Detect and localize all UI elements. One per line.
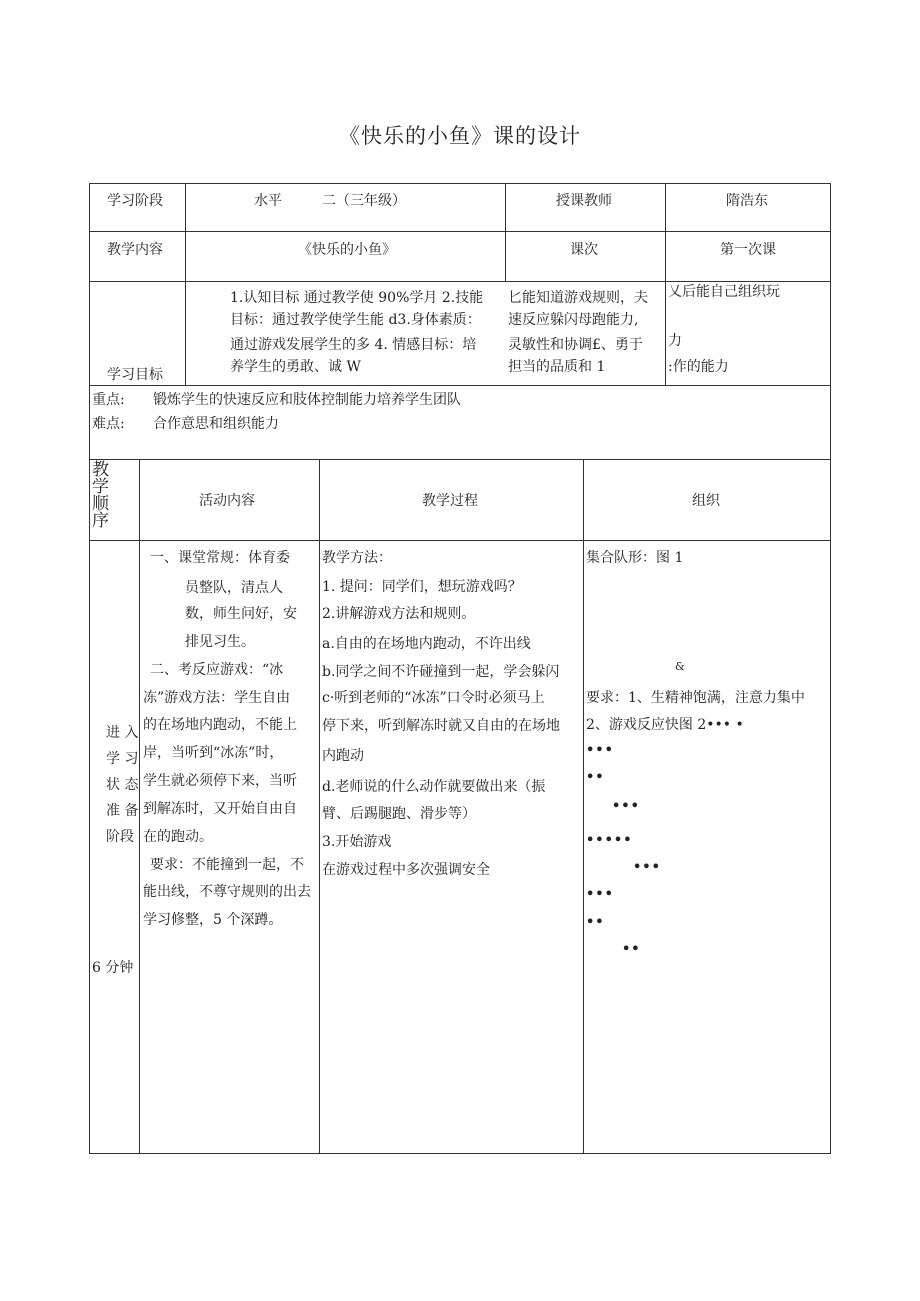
duration: 6 分钟 bbox=[92, 960, 134, 976]
process-line: 3.开始游戏 bbox=[322, 834, 392, 850]
table-border-bottom bbox=[89, 1153, 831, 1154]
content-value: 《快乐的小鱼》 bbox=[298, 242, 396, 258]
formation-dots: •• bbox=[622, 942, 641, 957]
activity-line: 数，师生问好，安 bbox=[185, 606, 297, 622]
formation-dots: ••• bbox=[586, 887, 614, 902]
process-line: 在游戏过程中多次强调安全 bbox=[322, 862, 490, 878]
stage-line-5: 阶段 bbox=[106, 829, 134, 845]
goals-line-2: 目标：通过教学使学生能 d3.身体素质： bbox=[230, 312, 481, 328]
table-border-right bbox=[830, 183, 831, 1154]
formation-dots: •• bbox=[586, 770, 605, 785]
col-divider bbox=[139, 459, 140, 1154]
teacher-label: 授课教师 bbox=[556, 193, 612, 209]
row-divider bbox=[89, 459, 831, 460]
difficulty-text: 合作意思和组织能力 bbox=[153, 416, 279, 432]
goals-line-4: 养学生的勇敢、诚 W bbox=[230, 359, 361, 375]
stage-value-b: 二（三年级） bbox=[322, 193, 406, 209]
process-line: 1. 提问：同学们，想玩游戏吗？ bbox=[322, 579, 522, 595]
process-line: 停下来，听到解冻时就又自由的在场地 bbox=[322, 718, 560, 734]
goals-label: 学习目标 bbox=[107, 367, 163, 383]
goals-line-3: 通过游戏发展学生的多 4. 情感目标：培 bbox=[230, 337, 477, 353]
teacher-value: 隋浩东 bbox=[726, 193, 768, 209]
formation-dots: ••••• bbox=[586, 833, 633, 848]
col-divider bbox=[185, 183, 186, 386]
stage-line-1: 进 入 bbox=[106, 725, 139, 741]
stage-value-a: 水平 bbox=[254, 193, 282, 209]
page-title: 《快乐的小鱼》课的设计 bbox=[339, 124, 581, 148]
process-line: b.同学之间不许碰撞到一起，学会躲闪 bbox=[322, 664, 560, 680]
session-value: 第一次课 bbox=[720, 242, 776, 258]
activity-line: 能出线，不尊守规则的出去 bbox=[143, 884, 311, 900]
amp-mark: & bbox=[675, 660, 685, 673]
organization-header: 组织 bbox=[692, 493, 720, 509]
activity-line: 学习修整，5 个深蹲。 bbox=[143, 912, 283, 928]
goals-col3-line-3: :作的能力 bbox=[668, 359, 729, 375]
row-divider bbox=[89, 385, 831, 386]
activity-line: 岸，当听到“冰冻”时， bbox=[143, 745, 284, 761]
goals-col2-line-3: 灵敏性和协调£、勇于 bbox=[508, 337, 643, 353]
col-divider bbox=[319, 459, 320, 1154]
process-line: 内跑动 bbox=[322, 748, 364, 764]
key-point-label: 重点: bbox=[92, 392, 125, 408]
formation-dots: ••• bbox=[586, 743, 614, 758]
stage-line-2: 学 习 bbox=[106, 751, 139, 767]
session-label: 课次 bbox=[570, 242, 598, 258]
goals-col3-line-2: 力 bbox=[668, 333, 682, 349]
formation-label: 集合队形：图 1 bbox=[586, 550, 684, 566]
activity-line: 的在场地内跑动，不能上 bbox=[143, 717, 297, 733]
table-border-left bbox=[89, 183, 90, 1154]
formation-dots: ••• bbox=[633, 860, 661, 875]
col-divider bbox=[665, 183, 666, 386]
activity-line: 到解冻时，又开始自由自 bbox=[143, 801, 297, 817]
stage-line-3: 状 态 bbox=[106, 777, 139, 793]
row-divider bbox=[89, 540, 831, 541]
table-border-top bbox=[89, 183, 831, 184]
activity-line: 排见习生。 bbox=[185, 634, 255, 650]
process-line: 2.讲解游戏方法和规则。 bbox=[322, 606, 476, 622]
col-divider bbox=[505, 183, 506, 282]
activity-line: 要求：不能撞到一起，不 bbox=[150, 857, 304, 873]
activity-line: 在的跑动。 bbox=[143, 829, 213, 845]
goals-col2-line-2: 速反应躲闪母跑能力, bbox=[508, 312, 639, 328]
formation-dots: ••• bbox=[612, 799, 640, 814]
process-line: 臂、后踢腿跑、滑步等） bbox=[322, 806, 476, 822]
sequence-header: 教学顺序 bbox=[92, 460, 109, 531]
process-line: d.老师说的什么动作就要做出来（振 bbox=[322, 779, 546, 795]
goals-line-1: 1.认知目标 通过教学使 90%学月 2.技能 bbox=[230, 290, 484, 306]
process-line: a.自由的在场地内跑动，不许出线 bbox=[322, 636, 531, 652]
activity-header: 活动内容 bbox=[199, 493, 255, 509]
row-divider bbox=[89, 231, 831, 232]
activity-line: 一、课堂常规：体育委 bbox=[150, 550, 290, 566]
process-line: c·听到老师的“冰冻”口令时必须马上 bbox=[322, 690, 545, 706]
activity-line: 学生就必须停下来，当听 bbox=[143, 773, 297, 789]
requirement-1: 要求：1、生精神饱满，注意力集中 bbox=[586, 690, 805, 706]
goals-col2-line-4: 担当的品质和 1 bbox=[508, 359, 606, 375]
activity-line: 二、考反应游戏：“冰 bbox=[150, 662, 284, 678]
col-divider bbox=[583, 459, 584, 1154]
process-line: 教学方法： bbox=[322, 550, 392, 566]
activity-line: 冻”游戏方法：学生自由 bbox=[143, 690, 291, 706]
key-point-text: 锻炼学生的快速反应和肢体控制能力培养学生团队 bbox=[153, 392, 461, 408]
activity-line: 员整队，清点人 bbox=[185, 580, 283, 596]
stage-line-4: 准 备 bbox=[106, 803, 139, 819]
process-header: 教学过程 bbox=[422, 493, 478, 509]
goals-col3-line-1: 乂后能自己组织玩 bbox=[668, 284, 780, 300]
stage-label: 学习阶段 bbox=[107, 193, 163, 209]
requirement-2: 2、游戏反应快图 2••• • bbox=[586, 717, 744, 733]
goals-col2-line-1: 匕能知道游戏规则，夫 bbox=[508, 290, 648, 306]
difficulty-label: 难点: bbox=[92, 416, 125, 432]
formation-dots: •• bbox=[586, 915, 605, 930]
content-label: 教学内容 bbox=[107, 242, 163, 258]
